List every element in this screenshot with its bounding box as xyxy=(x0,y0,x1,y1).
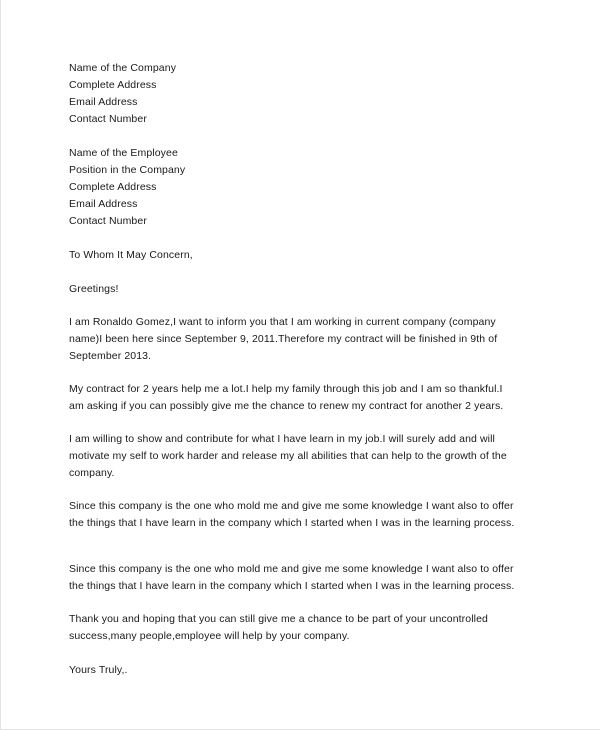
company-email-line: Email Address xyxy=(69,96,138,108)
employee-position-line: Position in the Company xyxy=(69,164,186,176)
body-paragraph-6: Thank you and hoping that you can still give me a chance to be part of your uncontrolled success,many people,employee will help by your company. xyxy=(69,613,488,642)
employee-email-line: Email Address xyxy=(69,198,138,210)
letter-content xyxy=(69,60,519,679)
company-address-block xyxy=(69,60,519,128)
employee-address-line: Complete Address xyxy=(69,181,157,193)
salutation: To Whom It May Concern, xyxy=(69,249,193,261)
company-name-line: Name of the Company xyxy=(69,62,177,74)
employee-name-line: Name of the Employee xyxy=(69,147,178,159)
company-address-line: Complete Address xyxy=(69,79,157,91)
employee-address-block xyxy=(69,145,519,230)
body-paragraph-3: I am willing to show and contribute for what I have learn in my job.I will surely add and will motivate my self to work harder and release my all abilities that can help to the growth of the company. xyxy=(69,433,507,479)
greeting: Greetings! xyxy=(69,283,119,295)
employee-contact-line: Contact Number xyxy=(69,215,147,227)
body-paragraph-2: My contract for 2 years help me a lot.I help my family through this job and I am so thankful.I am asking if you can possibly give me the chance to renew my contract for another 2 years. xyxy=(69,383,504,412)
closing-signature: Yours Truly,. xyxy=(69,664,128,676)
body-paragraph-4: Since this company is the one who mold me and give me some knowledge I want also to offer the things that I have learn in the company which I started when I was in the learning process. xyxy=(69,500,515,529)
company-contact-line: Contact Number xyxy=(69,113,147,125)
body-paragraph-1: I am Ronaldo Gomez,I want to inform you that I am working in current company (company name)I been here since September 9, 2011.Therefore my contract will be finished in 9th of September 2013. xyxy=(69,316,498,362)
body-paragraph-5: Since this company is the one who mold me and give me some knowledge I want also to offer the things that I have learn in the company which I started when I was in the learning process. xyxy=(69,563,515,592)
